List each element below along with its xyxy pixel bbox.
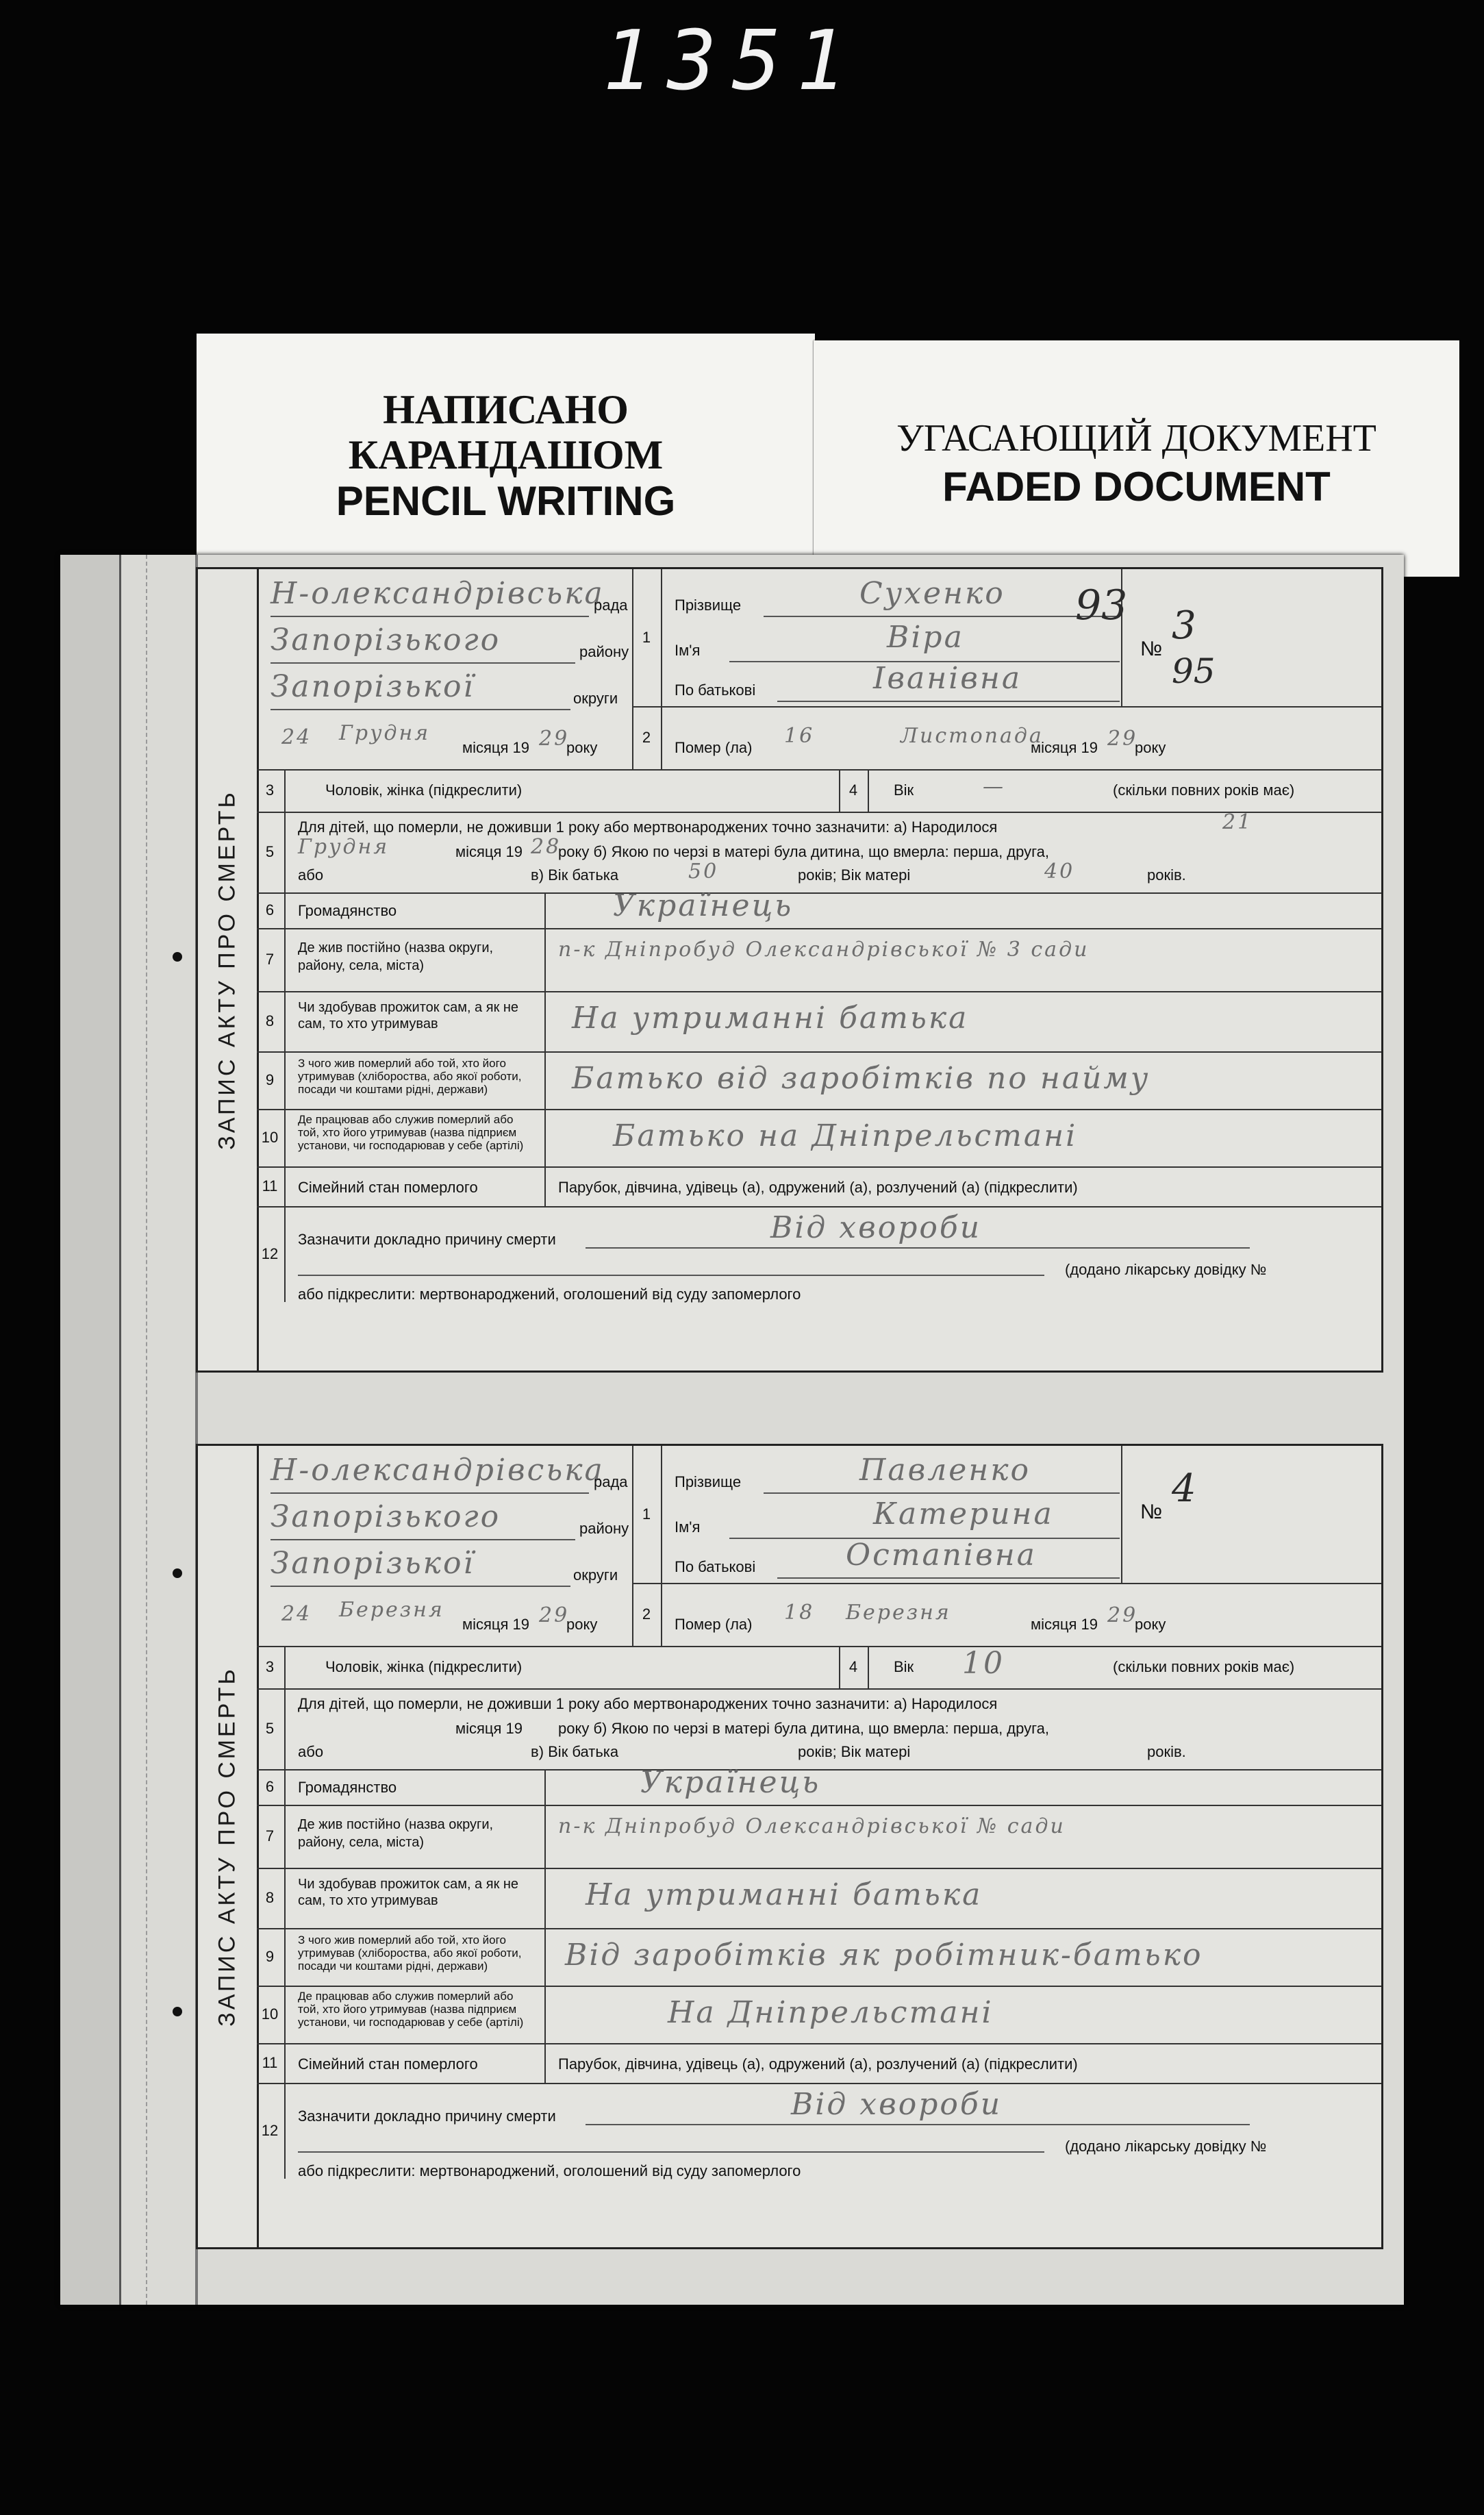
rada-value: Н-олександрівська [271,1453,605,1488]
rada-label: рада [594,1473,628,1490]
reg-year-value: 29 [539,1603,570,1627]
death-label: Помер (ла) [675,1616,753,1633]
pencil-writing-label [197,334,815,556]
age-label: Вік [894,781,914,799]
death-label: Помер (ла) [675,739,753,756]
reg-year-label: року [566,739,598,756]
children-note-4: або [298,1743,324,1760]
raion-value: Запорізького [271,1499,501,1534]
raion-label: району [579,643,629,660]
stillborn-note: або підкреслити: мертвонароджений, оголошений від суду запомерлого [298,1286,801,1303]
archive-stamp-number: 1351 [603,14,861,109]
citizenship-label: Громадянство [298,902,397,919]
workplace-value: Батько на Дніпрельстані [613,1118,1078,1153]
death-year-label: року [1135,1616,1166,1633]
surname-label: Прізвище [675,1473,742,1490]
death-day-value: 16 [784,724,815,748]
father-age-value: 50 [688,860,719,884]
reg-year-value: 29 [539,727,570,751]
mother-age-value: 40 [1044,860,1075,884]
children-note-3: року б) Якою по черзі в матері була дитина, що вмерла: перша, друга, [558,1720,1050,1737]
reg-month-value: Березня [339,1598,444,1622]
faded-label-ru: УГАСАЮЩИЙ ДОКУМЕНТ [896,417,1376,460]
extra-number: 95 [1172,651,1216,691]
death-month-label: місяця 19 [1031,1616,1098,1633]
cause-label: Зазначити докладно причину смерти [298,2107,556,2125]
children-note-6: років; Вік матері [798,866,911,884]
patronymic-label: По батькові [675,1558,756,1575]
surname-value: Павленко [859,1453,1031,1488]
certificate-label: (додано лікарську довідку № [1065,1261,1267,1278]
livelihood-label: Чи здобував прожиток сам, а як не сам, то хто утримував [298,1877,519,1908]
residence-value: п-к Дніпробуд Олександрівської № 3 сади [558,938,1090,962]
children-note-4: або [298,866,324,884]
binding-hole [173,2007,182,2016]
citizenship-value: Українець [640,1765,821,1800]
okrug-value: Запорізької [271,1546,475,1581]
faded-document-label [814,340,1459,577]
age-note: (скільки повних років має) [1113,1658,1295,1675]
perforation-strip [146,555,198,2305]
marital-options: Парубок, дівчина, удівець (а), одружений (а), розлучений (а) (підкреслити) [558,1179,1078,1196]
children-note-1: Для дітей, що померли, не доживши 1 року або мертвонароджених точно зазначити: а) Народилося [298,1695,998,1712]
reg-month-label: місяця 19 [462,739,530,756]
workplace-value: На Дніпрельстані [668,1995,994,2030]
death-record-form-2: ЗАПИС АКТУ ПРО СМЕРТЬ Н-олександрівська рада Запорізького району Запорізької округи 24 Березня місяця 19 29 року 1 2 Прізвище Павленко Ім'я Катерина По батькові Остапівна № 4 Помер (ла) 18 Березня місяця 19 29 року 3 Чоловік, жінка (підкреслити) 4 Вік 10 (скільки повних років має) 5 Для дітей, що померли, не доживши 1 року або мертвонароджених точно зазначити: а) Народилося місяця 19 року б) Якою по черзі в матері була дитина, що вмерла: перша, друга, або в) Вік батька років; Вік матері років. 6 Громадянство Українець 7 Де жив постійно (назва округи, району, села, міста) п-к Дніпробуд Олександрівської № сади 8 Чи здобував прожиток сам, а як не сам, то хто утримував На утриманні батька 9 З чого жив померлий або той, хто його утримував (хлібороства, або якої роботи, посади чи коштами рідні, держави) Від заробітків як робітник-батько 10 Де працював або служив померлий або той, хто його утримував (назва підприєм установи, чи господарював у себе (артілі) На Дніпрельстані 11 Сімейний стан померлого Парубок, дівчина, удівець (а), одружений (а), розлучений (а) (підкреслити) 12 Зазначити докладно причину смерти Від хвороби (додано лікарську довідку № або підкреслити: мертвонароджений, оголошений від суду запомерлого [196,1444,1383,2249]
children-note-5: в) Вік батька [531,1743,619,1760]
record-number-value: 4 [1172,1466,1196,1511]
name-label: Ім'я [675,642,701,659]
side-title: ЗАПИС АКТУ ПРО СМЕРТЬ [214,1666,240,2027]
cause-value: Від хвороби [791,2087,1003,2122]
side-title: ЗАПИС АКТУ ПРО СМЕРТЬ [214,790,240,1150]
binding-hole [173,952,182,962]
name-value: Віра [887,620,964,655]
record-number-label: № [1140,1501,1163,1523]
death-year-label: року [1135,739,1166,756]
binding-hole [173,1568,182,1578]
livelihood-label: Чи здобував прожиток сам, а як не сам, то хто утримував [298,1000,519,1031]
age-note: (скільки повних років має) [1113,781,1295,799]
sex-label: Чоловік, жінка (підкреслити) [325,1658,523,1675]
income-value: Батько від заробітків по найму [572,1061,1150,1096]
cause-value: Від хвороби [770,1210,982,1245]
children-note-2: місяця 19 [455,843,523,860]
record-number-label: № [1140,638,1163,660]
raion-label: району [579,1520,629,1537]
rada-label: рада [594,597,628,614]
income-label: З чого жив померлий або той, хто його утримував (хлібороства, або якої роботи, посади чи коштами рідні, держави) [298,1934,522,1973]
surname-label: Прізвище [675,597,742,614]
residence-label: Де жив постійно (назва округи, району, села, міста) [298,940,494,973]
header-row: Н-олександрівська рада Запорізького району Запорізької округи 24 Березня місяця 19 29 року 1 2 Прізвище Павленко Ім'я Катерина По батькові Остапівна № 4 Помер (ла) 18 Березня місяця 19 29 року [257,1446,1381,1647]
marital-label: Сімейний стан померлого [298,2055,478,2073]
rada-value: Н-олександрівська [271,576,605,611]
raion-value: Запорізького [271,623,501,658]
born-day-value: 21 [1222,810,1253,834]
children-note-6: років; Вік матері [798,1743,911,1760]
name-value: Катерина [873,1497,1054,1531]
certificate-label: (додано лікарську довідку № [1065,2138,1267,2155]
income-value: Від заробітків як робітник-батько [565,1938,1203,1973]
citizenship-value: Українець [613,888,794,923]
children-note-3: року б) Якою по черзі в матері була дитина, що вмерла: перша, друга, [558,843,1050,860]
pencil-label-en: PENCIL WRITING [336,478,676,524]
born-month-value: Грудня [298,835,390,859]
reg-month-label: місяця 19 [462,1616,530,1633]
residence-label: Де жив постійно (назва округи, району, села, міста) [298,1817,494,1850]
name-label: Ім'я [675,1518,701,1536]
sheet-edge [60,555,121,2305]
reg-year-label: року [566,1616,598,1633]
faded-label-en: FADED DOCUMENT [942,464,1331,510]
sex-label: Чоловік, жінка (підкреслити) [325,781,523,799]
death-month-value: Березня [846,1601,951,1625]
pencil-label-ru-line2: КАРАНДАШОМ [348,432,664,477]
residence-value: п-к Дніпробуд Олександрівської № сади [558,1814,1066,1838]
livelihood-value: На утриманні батька [572,1001,969,1036]
workplace-label: Де працював або служив померлий або той, хто його утримував (назва підприєм установи, чи господарював у себе (артілі) [298,1990,524,2029]
stillborn-note: або підкреслити: мертвонароджений, оголошений від суду запомерлого [298,2162,801,2179]
reg-month-value: Грудня [339,721,431,745]
surname-value: Сухенко [859,576,1005,611]
death-month-value: Листопада [901,724,1044,748]
death-year-value: 29 [1107,1603,1138,1627]
children-note-2: місяця 19 [455,1720,523,1737]
children-note-7: років. [1147,1743,1186,1760]
workplace-label: Де працював або служив померлий або той, хто його утримував (назва підприєм установи, чи господарював у себе (артілі) [298,1113,524,1152]
death-record-form-1: ЗАПИС АКТУ ПРО СМЕРТЬ Н-олександрівська рада Запорізького району Запорізької округи 24 Грудня місяця 19 29 року 1 2 Прізвище Сухенко Ім'я Віра По батькові Іванівна № 3 93 95 Помер (ла) 16 Листопада місяця 19 29 року 3 Чоловік, жінка (підкреслити) 4 Вік — (скільки повних років має) 5 Для дітей, що померли, не доживши 1 року або мертвонароджених точно зазначити: а) Народилося 21 Грудня місяця 19 28 року б) Якою по черзі в матері була дитина, що вмерла: перша, друга, або в) Вік батька 50 років; Вік матері 40 років. 6 Громадянство Українець 7 Де жив постійно (назва округи, району, села, міста) п-к Дніпробуд Олександрівської № 3 сади 8 Чи здобував прожиток сам, а як не сам, то хто утримував На утриманні батька 9 З чого жив померлий або той, хто його утримував (хлібороства, або якої роботи, посади чи коштами рідні, держави) Батько від заробітків по найму 10 Де працював або служив померлий або той, хто його утримував (назва підприєм установи, чи господарював у себе (артілі) Батько на Дніпрельстані 11 Сімейний стан померлого Парубок, дівчина, удівець (а), одружений (а), розлучений (а) (підкреслити) 12 Зазначити докладно причину смерти Від хвороби (додано лікарську довідку № або підкреслити: мертвонароджений, оголошений від суду запомерлого [196,567,1383,1373]
livelihood-value: На утриманні батька [586,1877,983,1912]
children-note-5: в) Вік батька [531,866,619,884]
okrug-label: округи [573,690,618,707]
income-label: З чого жив померлий або той, хто його утримував (хлібороства, або якої роботи, посади чи коштами рідні, держави) [298,1057,522,1096]
citizenship-label: Громадянство [298,1779,397,1796]
cause-label: Зазначити докладно причину смерти [298,1231,556,1248]
reg-day-value: 24 [281,1602,312,1626]
marital-options: Парубок, дівчина, удівець (а), одружений (а), розлучений (а) (підкреслити) [558,2055,1078,2073]
marital-label: Сімейний стан померлого [298,1179,478,1196]
age-value: — [983,775,1005,799]
patronymic-label: По батькові [675,681,756,699]
death-year-value: 29 [1107,727,1138,751]
age-value: 10 [962,1646,1005,1681]
children-note-1: Для дітей, що померли, не доживши 1 року або мертвонароджених точно зазначити: а) Народилося [298,818,998,836]
patronymic-value: Іванівна [873,661,1022,696]
document-sheet [60,555,1404,2305]
ink-number: 93 [1075,581,1128,629]
reg-day-value: 24 [281,725,312,749]
pencil-label-ru-line1: НАПИСАНО [383,387,629,432]
death-day-value: 18 [784,1601,815,1625]
okrug-label: округи [573,1566,618,1584]
okrug-value: Запорізької [271,669,475,704]
header-row: Н-олександрівська рада Запорізького району Запорізької округи 24 Грудня місяця 19 29 року 1 2 Прізвище Сухенко Ім'я Віра По батькові Іванівна № 3 93 95 Помер (ла) 16 Листопада місяця 19 29 року [257,569,1381,771]
children-note-7: років. [1147,866,1186,884]
age-label: Вік [894,1658,914,1675]
born-year-value: 28 [531,835,562,859]
patronymic-value: Остапівна [846,1538,1037,1573]
record-number-value: 3 [1172,603,1196,648]
death-month-label: місяця 19 [1031,739,1098,756]
